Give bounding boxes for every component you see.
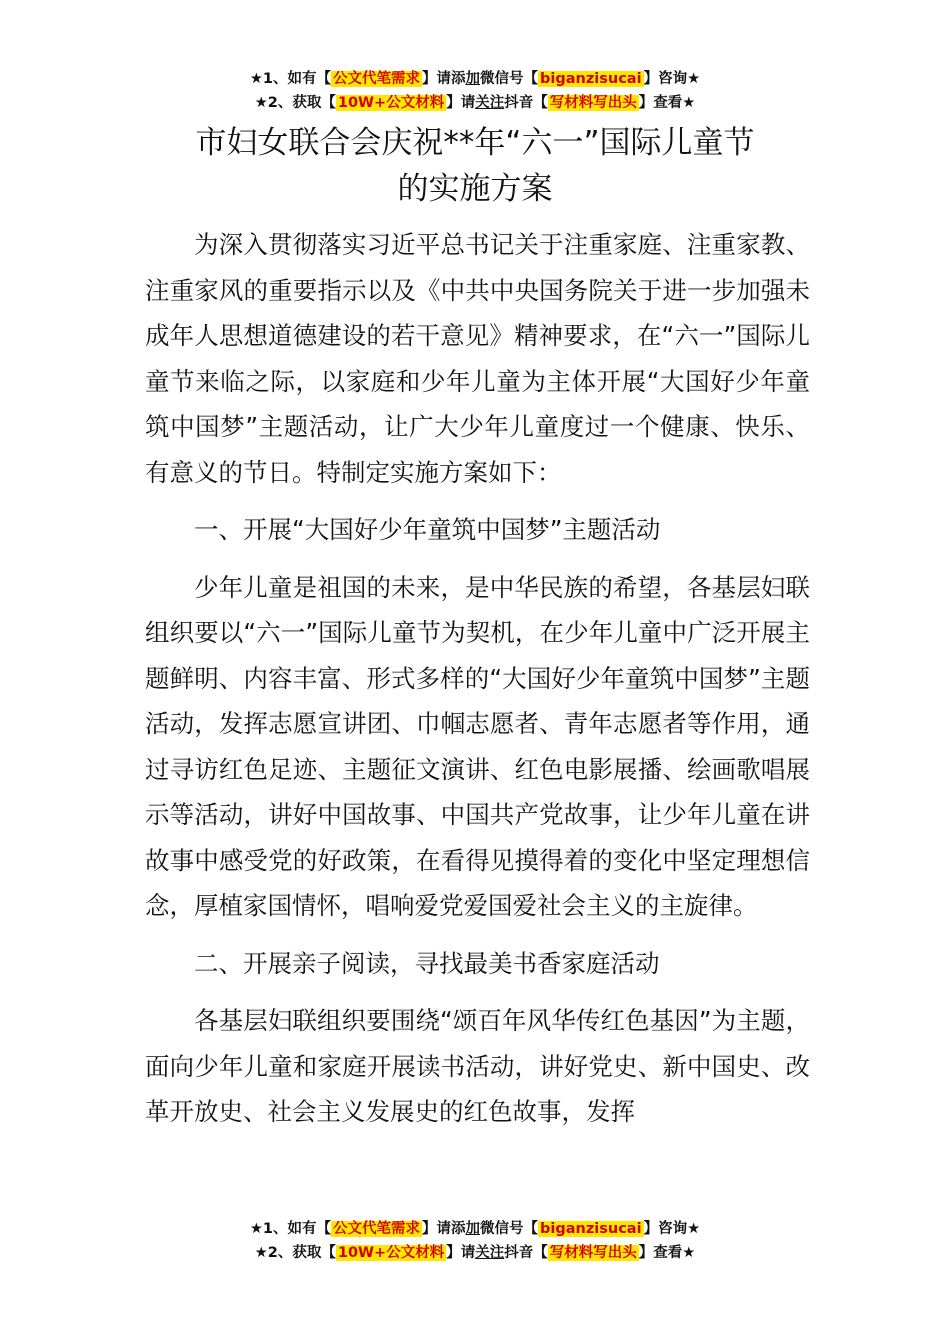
promo-line-2	[0, 1241, 950, 1265]
promo-line-1	[0, 67, 950, 91]
promo-underline: 加	[465, 1221, 481, 1237]
promo-text: 】请	[446, 1245, 476, 1261]
promo-text: 】咨询★	[643, 1221, 701, 1237]
promo-text: 抖音【	[504, 95, 548, 111]
promo-wechat-id: biganzisucai	[540, 1221, 642, 1237]
promo-line-2	[0, 91, 950, 115]
promo-highlight: 10W+公文材料	[337, 1245, 445, 1261]
section-1-heading: 一、开展“大国好少年童筑中国梦”主题活动	[194, 515, 661, 544]
promo-underline: 关注	[475, 95, 505, 111]
promo-underline: 加	[465, 71, 481, 87]
promo-douyin-id: 写材料写出头	[549, 95, 637, 111]
document-title	[140, 120, 810, 212]
section-2-heading: 二、开展亲子阅读，寻找最美书香家庭活动	[194, 948, 660, 978]
promo-text: 】请添	[422, 71, 466, 87]
promo-douyin-id: 写材料写出头	[549, 1245, 637, 1261]
promo-text: 】请添	[422, 1221, 466, 1237]
promo-highlight: 10W+公文材料	[337, 95, 445, 111]
promo-text: 】查看★	[638, 95, 696, 111]
promo-text: ★1、如有【	[249, 71, 332, 87]
promo-text: ★1、如有【	[249, 1221, 332, 1237]
promo-wechat-id: biganzisucai	[540, 71, 642, 87]
promo-banner-bottom	[0, 1217, 950, 1265]
document-body	[145, 222, 810, 1147]
title-line-1: 市妇女联合会庆祝**年“六一”国际儿童节	[195, 125, 755, 161]
intro-paragraph: 为深入贯彻落实习近平总书记关于注重家庭、注重家教、注重家风的重要指示以及《中共中央国务院关于进一步加强未成年人思想道德建设的若干意见》精神要求，在“六一”国际儿童节来临之际，以家庭和少年儿童为主体开展“大国好少年童筑中国梦”主题活动，让广大少年儿童度过一个健康、快乐、有意义的节日。特制定实施方案如下：	[145, 230, 810, 487]
promo-text: ★2、获取【	[254, 95, 336, 111]
promo-text: 】查看★	[638, 1245, 696, 1261]
section-1-paragraph: 少年儿童是祖国的未来，是中华民族的希望，各基层妇联组织要以“六一”国际儿童节为契机，在少年儿童中广泛开展主题鲜明、内容丰富、形式多样的“大国好少年童筑中国梦”主题活动，发挥志愿宣讲团、巾帼志愿者、青年志愿者等作用，通过寻访红色足迹、主题征文演讲、红色电影展播、绘画歌唱展示等活动，讲好中国故事、中国共产党故事，让少年儿童在讲故事中感受党的好政策，在看得见摸得着的变化中坚定理想信念，厚植家国情怀，唱响爱党爱国爱社会主义的主旋律。	[145, 572, 810, 920]
promo-line-1	[0, 1217, 950, 1241]
promo-text: 】咨询★	[643, 71, 701, 87]
promo-underline: 关注	[475, 1245, 505, 1261]
promo-highlight: 公文代笔需求	[333, 71, 421, 87]
promo-highlight: 公文代笔需求	[333, 1221, 421, 1237]
section-2-paragraph: 各基层妇联组织要围绕“颂百年风华传红色基因”为主题，面向少年儿童和家庭开展读书活动，讲好党史、新中国史、改革开放史、社会主义发展史的红色故事，发挥	[145, 1006, 810, 1126]
title-line-2: 的实施方案	[397, 171, 553, 207]
promo-text: 】请	[446, 95, 476, 111]
promo-banner-top	[0, 67, 950, 115]
promo-text: 微信号【	[480, 1221, 539, 1237]
promo-text: 微信号【	[480, 71, 539, 87]
promo-text: ★2、获取【	[254, 1245, 336, 1261]
promo-text: 抖音【	[504, 1245, 548, 1261]
